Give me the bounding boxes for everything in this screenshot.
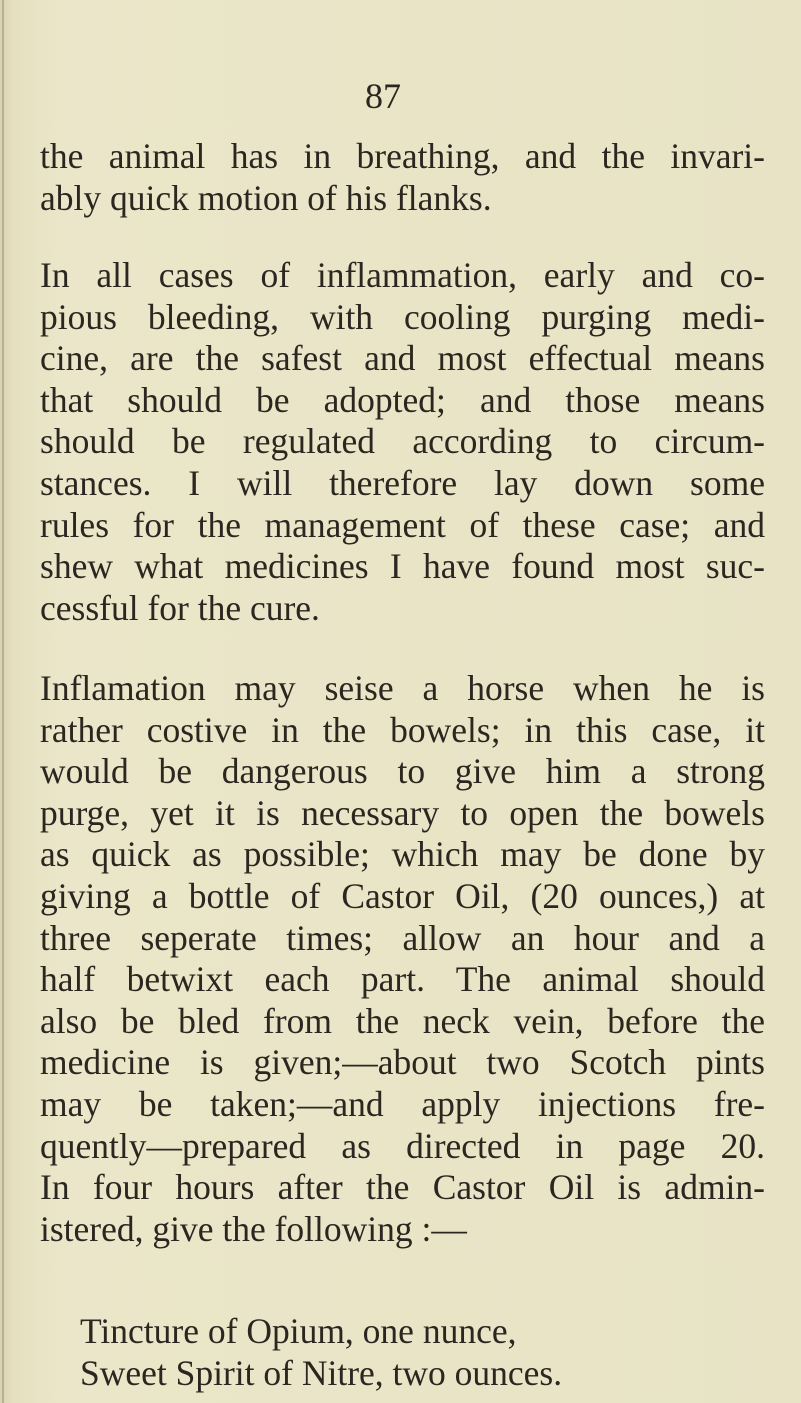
recipe-line: Tincture of Opium, one nunce,	[80, 1311, 517, 1351]
text-line: pious bleeding, with cooling purging medi-	[40, 296, 765, 337]
text-line: rather costive in the bowels; in this case, it	[40, 709, 765, 750]
paragraph-2	[40, 255, 765, 629]
text-line: shew what medicines I have found most suc-	[40, 546, 765, 587]
text-line: cine, are the safest and most effectual means	[40, 338, 765, 379]
paragraph-3	[40, 668, 765, 1250]
text-line: that should be adopted; and those means	[40, 379, 765, 420]
recipe	[80, 1311, 700, 1394]
text-line: rules for the management of these case; and	[40, 504, 765, 545]
text-line: medicine is given;—about two Scotch pints	[40, 1042, 765, 1083]
page-edge	[2, 0, 4, 1403]
text-line: three seperate times; allow an hour and a	[40, 917, 765, 958]
text-line: also be bled from the neck vein, before the	[40, 1000, 765, 1041]
text-line: stances. I will therefore lay down some	[40, 462, 765, 503]
text-line: giving a bottle of Castor Oil, (20 ounces,) at	[40, 875, 765, 916]
text-line: should be regulated according to circum-	[40, 421, 765, 462]
text-line: would be dangerous to give him a strong	[40, 751, 765, 792]
text-line: may be taken;—and apply injections fre-	[40, 1083, 765, 1124]
text-line: ably quick motion of his flanks.	[40, 177, 492, 218]
text-line: istered, give the following :—	[40, 1208, 467, 1249]
page-number: 87	[365, 76, 401, 116]
text-line: as quick as possible; which may be done by	[40, 834, 765, 875]
text-line: In all cases of inflammation, early and co-	[40, 255, 765, 295]
paragraph-1	[40, 136, 765, 219]
text-line: In four hours after the Castor Oil is admin-	[40, 1167, 765, 1208]
text-line: cessful for the cure.	[40, 587, 320, 628]
text-line: Inflamation may seise a horse when he is	[40, 668, 765, 708]
text-line: quently—prepared as directed in page 20.	[40, 1125, 765, 1166]
text-line: half betwixt each part. The animal should	[40, 959, 765, 1000]
text-line: the animal has in breathing, and the invari-	[40, 136, 765, 176]
recipe-line: Sweet Spirit of Nitre, two ounces.	[80, 1352, 563, 1393]
text-line: purge, yet it is necessary to open the bowels	[40, 792, 765, 833]
